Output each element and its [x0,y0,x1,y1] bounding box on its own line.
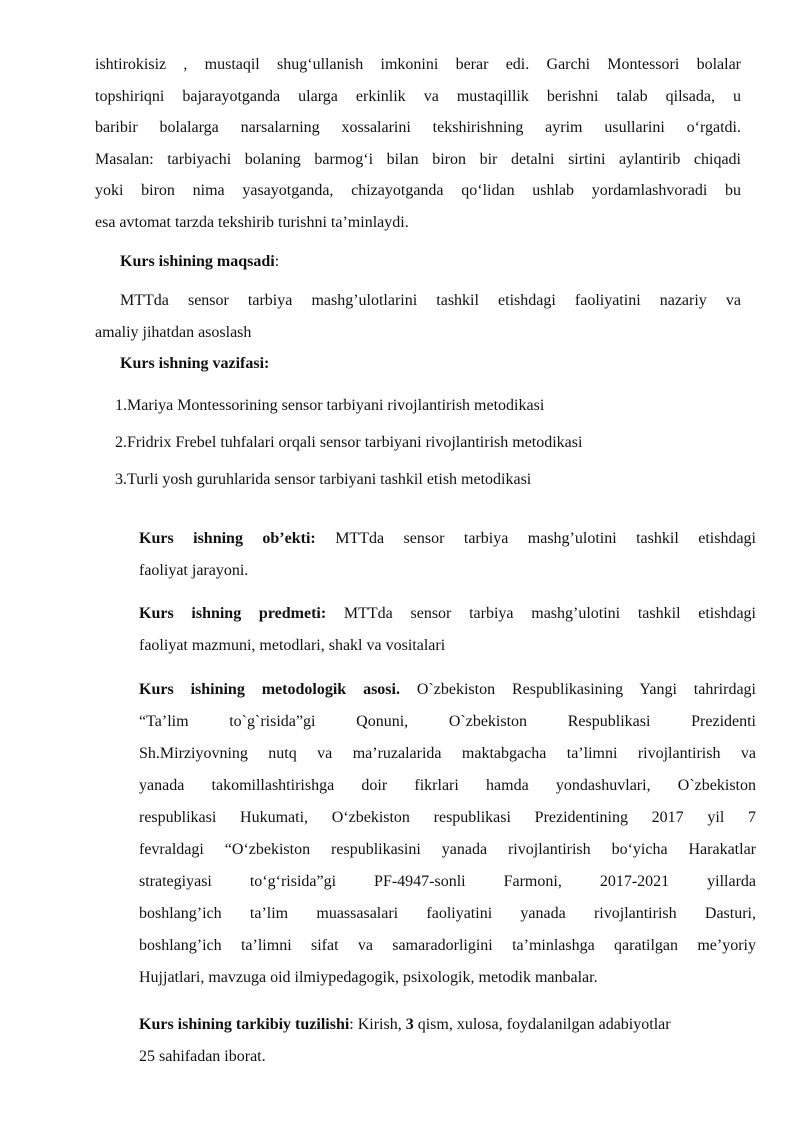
vazifa-item: 1.Mariya Montessorining sensor tarbiyani rivojlantirish metodikasi [115,397,545,414]
metodologik-line: Sh.Mirziyovning nutq va ma’ruzalarida maktabgacha ta’limni rivojlantirish va [139,745,756,762]
metodologik-text: O`zbekiston Respublikasining Yangi tahrirdagi [416,681,757,698]
metodologik-line: strategiyasi to‘g‘risida”gi PF-4947-sonli Farmoni, 2017-2021 yillarda [139,873,756,890]
maqsad-label: Kurs ishining maqsadi [120,253,275,270]
intro-paragraph [95,49,741,238]
metodologik-paragraph [139,674,756,994]
intro-line: baribir bolalarga narsalarning xossalarini tekshirishning ayrim usullarini o‘rgatdi. [95,119,741,136]
predmet-text-line2: faoliyat mazmuni, metodlari, shakl va vositalari [139,637,446,654]
predmet-paragraph [139,598,756,662]
tuzilishi-count: 3 [405,1016,414,1033]
maqsad-line: MTTda sensor tarbiya mashg’ulotlarini tashkil etishdagi faoliyatini nazariy va [120,292,741,309]
tuzilishi-text-b: qism, xulosa, foydalanilgan adabiyotlar [413,1016,671,1033]
metodologik-label: Kurs ishining metodologik asosi. [139,681,400,698]
obekt-paragraph [139,523,756,587]
predmet-label: Kurs ishning predmeti: [139,605,327,622]
obekt-text-line2: faoliyat jarayoni. [139,562,249,579]
maqsad-heading [120,250,279,274]
vazifa-list [115,394,582,492]
metodologik-line: respublikasi Hukumati, O‘zbekiston respublikasi Prezidentining 2017 yil 7 [139,809,756,826]
metodologik-line: boshlang’ich ta’lim muassasalari faoliyatini yanada rivojlantirish Dasturi, [139,905,756,922]
intro-line: ishtirokisiz , mustaqil shug‘ullanish imkonini berar edi. Garchi Montessori bolalar [95,56,741,73]
metodologik-line: fevraldagi “O‘zbekiston respublikasini yanada rivojlantirish bo‘yicha Harakatlar [139,841,756,858]
maqsad-paragraph [95,285,741,349]
intro-line: Masalan: tarbiyachi bolaning barmog‘i bilan biron bir detalni sirtini aylantirib chiqadi [95,150,741,168]
metodologik-line: Hujjatlari, mavzuga oid ilmiypedagogik, psixologik, metodik manbalar. [139,969,598,986]
obekt-label: Kurs ishning ob’ekti: [139,530,316,547]
maqsad-colon: : [274,253,280,270]
intro-line: yoki biron nima yasayotganda, chizayotganda qo‘lidan ushlab yordamlashvoradi bu [95,182,741,199]
intro-line: esa avtomat tarzda tekshirib turishni ta’minlaydi. [95,213,409,231]
metodologik-line: “Ta’lim to`g`risida”gi Qonuni, O`zbekiston Respublikasi Prezidenti [139,713,756,730]
vazifa-heading [120,352,269,376]
tuzilishi-paragraph [139,1009,756,1073]
metodologik-line: yanada takomillashtirishga doir fikrlari hamda yondashuvlari, O`zbekiston [139,777,756,794]
tuzilishi-label: Kurs ishining tarkibiy tuzilishi [139,1016,350,1033]
intro-line: topshiriqni bajarayotganda ularga erkinlik va mustaqillik berishni talab qilsada, u [95,87,741,105]
obekt-text: MTTda sensor tarbiya mashg’ulotini tashkil etishdagi [335,530,756,547]
tuzilishi-line2: 25 sahifadan iborat. [139,1048,266,1065]
tuzilishi-text-a: : Kirish, [349,1016,406,1033]
maqsad-line: amaliy jihatdan asoslash [95,324,252,341]
vazifa-item: 3.Turli yosh guruhlarida sensor tarbiyani tashkil etish metodikasi [115,471,532,488]
vazifa-item: 2.Fridrix Frebel tuhfalari orqali sensor tarbiyani rivojlantirish metodikasi [115,434,583,451]
vazifa-label: Kurs ishning vazifasi: [120,355,270,372]
predmet-text: MTTda sensor tarbiya mashg’ulotini tashkil etishdagi [343,605,757,622]
metodologik-line: boshlang’ich ta’limni sifat va samaradorligini ta’minlashga qaratilgan me’yoriy [139,937,756,954]
